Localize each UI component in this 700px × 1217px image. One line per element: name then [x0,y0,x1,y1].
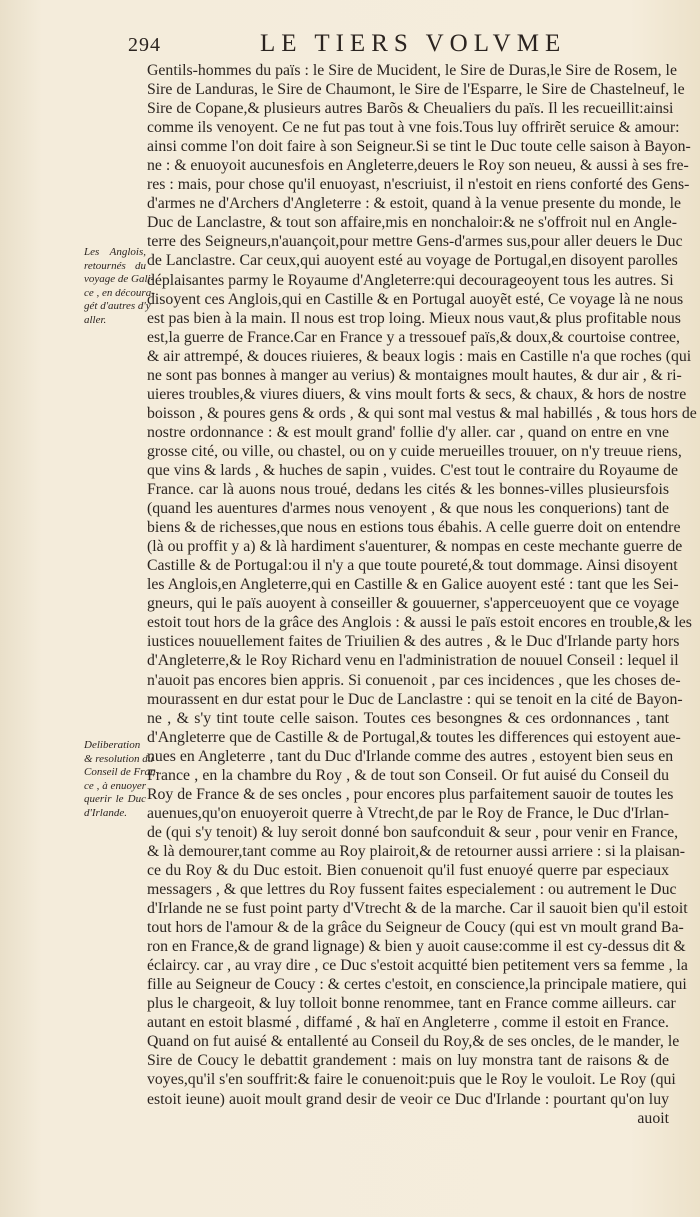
text-line: est pas bien à la main. Il nous est trop loing. Mieux nous vaut,& plus profitable nous [147,309,681,327]
text-line: estoit tout hors de la grâce des Anglois : & aussi le païs estoit encores en trouble,& les [147,614,692,632]
text-line: voyes,qu'il s'en souffrit:& faire le conuenoit:puis que le Roy le vouloit. Le Roy (qui [147,1071,676,1089]
text-line: res : mais, pour chose qu'il enuoyast, n'escriuist, il n'estoit en riens conforté des Gens- [147,176,690,194]
text-line: nostre ordonnance : & est moult grand' follie d'y aller. car , quand on entre en vne [147,423,669,441]
text-line: estoit ieune) auoit moult grand desir de veoir ce Duc d'Irlande : pourtant qu'on luy [147,1090,669,1108]
text-line: gneurs, qui le païs auoyent à conseiller & gouuerner, s'apperceuoyent que ce voyage [147,595,680,613]
text-line: Gentils-hommes du païs : le Sire de Mucident, le Sire de Duras,le Sire de Rosem, le [147,62,677,79]
text-line: (quand les auentures d'armes nous venoyent , & que nous les conquerions) tant de [147,500,669,518]
margin-note-line: ce , en découra- [84,286,155,299]
margin-note-line: voyage de Gali- [84,273,155,285]
text-line: est,la guerre de France.Car en France y a tressouef païs,& doux,& courtoise contree, [147,328,680,346]
text-line: & là demourer,tant comme au Roy plairoit,& de retourner aussi arriere : si la plaisan- [147,842,686,860]
text-line: uieres troubles,& viures diuers, & vins moult forts & secs, & chaux, & hors de nostre [147,385,687,403]
text-line: Sire de Landuras, le Sire de Chaumont, le Sire de l'Esparre, le Sire de Chastelneuf, le [147,81,685,99]
text-line: terre des Seigneurs,n'auançoit,pour mettre Gens-d'armes sus,pour aller deuers le Duc [147,233,683,251]
margin-note-anglois [84,246,155,327]
text-line: de Lanclastre. Car ceux,qui auoyent esté au voyage de Portugal,en disoyent parolles [147,252,678,270]
text-line: Roy de France & de ses oncles , pour encores plus parfaitement sauoir de toutes les [147,785,674,803]
text-line: d'Angleterre que de Castille & de Portugal,& toutes les differences qui estoyent aue- [147,728,681,746]
text-line: iustices nouuellement faites de Triuilien & des autres , & le Duc d'Irlande party hors [147,633,680,651]
text-line: les Anglois,en Angleterre,qui en Castille & en Galice auoyent esté : tant que les Sei- [147,576,679,594]
margin-note-deliberation [84,739,160,820]
text-line: d'armes ne d'Archers d'Angleterre : & estoit, quand à la venue presente du monde, le [147,195,682,213]
margin-note-line: retournés du [84,259,146,272]
text-line: & air attrempé, & douces riuieres, & beaux logis : mais en Castille n'a que roches (qui [147,347,692,365]
running-title: LE TIERS VOLVME [260,30,567,57]
text-line: nues en Angleterre , tant du Duc d'Irlande comme des autres , estoyent bien seus en [147,747,674,765]
text-line: ron en France,& de grand lignage) & bien y auoit cause:comme il est cy-dessus dit & [147,938,686,956]
text-line: Sire de Coucy le debattit grandement : mais on luy monstra tant de raisons & de [147,1052,669,1070]
text-line: autant en estoit blasmé , diffamé , & haï en Angleterre , comme il estoit en France. [147,1014,669,1032]
text-line: ainsi comme l'on doit faire à son Seigneur.Si se tint le Duc toute celle saison à Bayon- [147,138,691,156]
text-line: déplaisantes parmy le Royaume d'Angleterre:qui decourageoyent tous les autres. Si [147,271,674,289]
text-line: Castille & de Portugal:ou il n'y a que toute poureté,& tout dommage. Ainsi disoyent [147,557,678,575]
margin-note-line: Conseil de Fran- [84,766,160,778]
text-line: France. car là auons nous troué, dedans les cités & les bonnes-villes plusieursfois [147,481,669,499]
catchword: auoit [637,1109,669,1127]
body-text [147,61,697,1128]
text-line: ne sont pas bonnes à manger au verius) & montaignes moult hautes, & dur air , & ri- [147,366,682,384]
text-line: mourassent en dur estat pour le Duc de Lanclastre : qui se tenoit en la cité de Bayon- [147,690,683,708]
text-line: France , en la chambre du Roy , & de tout son Conseil. Or fut auisé du Conseil du [147,766,669,784]
margin-note-line: d'Irlande. [84,806,127,819]
text-line: fille au Seigneur de Coucy : & certes c'estoit, en conscience,la principale matiere, qui [147,976,687,994]
text-line: de (qui s'y tenoit) & luy seroit donné bon saufconduit & seur , pour venir en France, [147,823,679,841]
text-line: d'Irlande ne se fust point party d'Vtrecht & de la marche. Car il sauoit bien qu'il estoit [147,900,688,918]
margin-note-line: ce , à enuoyer [84,779,146,792]
margin-note-line: Deliberation [84,739,141,751]
text-line: Sire de Copane,& plusieurs autres Barõs & Cheualiers du païs. Il les recueillit:ainsi [147,100,674,118]
text-line: n'auoit pas encores bien appris. Si conuenoit , par ces incidences , que les choses de- [147,671,681,689]
text-line: ne : & enuoyoit aucunesfois en Angleterre,deuers le Roy son neueu, & aussi à ses fre- [147,157,689,175]
margin-note-line: querir le Duc [84,793,146,805]
margin-note-line: aller. [84,313,107,326]
text-line: que vins & lards , & huches de sapin , vuides. C'est tout le contraire du Royaume de [147,461,679,479]
text-line: biens & de richesses,que nous en estions tous ébahis. A celle guerre doit on entendre [147,519,681,537]
text-line: boisson , & poures gens & ords , & qui sont mal vestus & mal habillés , & tous hors de [147,404,697,422]
text-line: (là ou proffit y a) & là hardiment s'auenturer, & nompas en ceste mechante guerre de [147,538,683,556]
margin-note-line: & resolution du [84,752,154,765]
text-line: Duc de Lanclastre, & tout son affaire,mis en nonchaloir:& ne s'offroit nul en Angle- [147,214,677,232]
text-line: grosse cité, ou ville, ou chastel, ou on y cuide merueilles trouuer, on n'y treuue riens, [147,442,682,460]
text-line: ne , & s'y tint toute celle saison. Toutes ces besongnes & ces ordonnances , tant [147,709,669,727]
text-line: plus le chargeoit, & luy tolloit bonne renommee, tant en France comme ailleurs. car [147,995,676,1013]
text-line: ce du Roy & du Duc estoit. Bien conuenoit qu'il fust enuoyé querre par especiaux [147,861,669,879]
text-line: éclaircy. car , au vray dire , ce Duc s'estoit acquitté bien petitement vers sa femme , la [147,957,688,975]
text-line: auenues,qu'on enuoyeroit querre à Vtrecht,de par le Roy de France, le Duc d'Irlan- [147,804,669,822]
text-line: d'Angleterre,& le Roy Richard venu en l'administration de nouuel Conseil : lequel il [147,652,679,670]
page-header [128,30,688,60]
margin-note-line: Les Anglois, [84,246,146,258]
text-line: tout hors de l'amour & de la grâce du Seigneur de Coucy (qui est vn moult grand Ba- [147,919,684,937]
page-number: 294 [128,34,161,56]
text-line: Quand on fut auisé & entallenté au Conseil du Roy,& de ses oncles, de le mander, le [147,1033,680,1051]
text-line: disoyent ces Anglois,qui en Castille & en Portugal auoyẽt esté, Ce voyage là ne nous [147,290,684,308]
text-line: messagers , & que lettres du Roy fussent faites especialement : ou autrement le Duc [147,881,677,899]
margin-note-line: gét d'autres d'y [84,300,151,312]
text-line: comme ils venoyent. Ce ne fut pas tout à vne fois.Tous luy offrirẽt seruice & amour: [147,119,680,137]
